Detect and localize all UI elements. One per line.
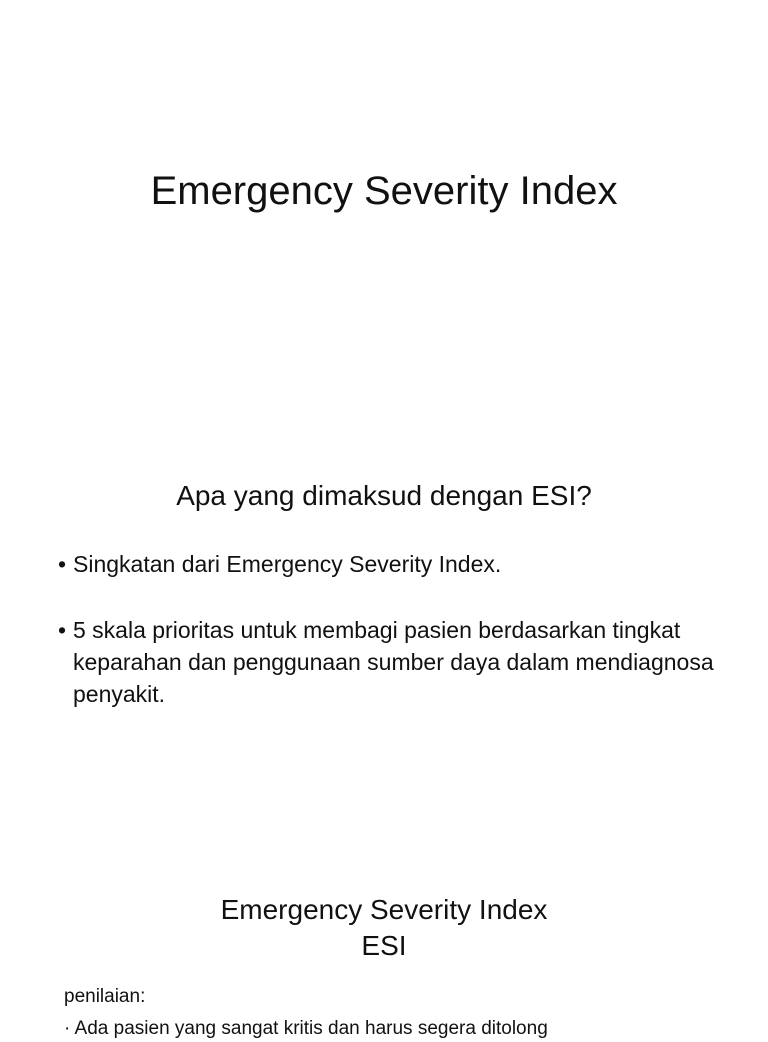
slide-2 [0, 430, 768, 810]
slide-3 [0, 850, 768, 1039]
slide-3-title-line-1: Emergency Severity Index [220, 894, 548, 925]
list-item [58, 548, 718, 580]
bullet-text: 5 skala prioritas untuk membagi pasien berdasarkan tingkat keparahan dan penggunaan sumber daya dalam mendiagnosa penyakit. [73, 617, 714, 707]
slide-3-cut-text: · Ada pasien yang sangat kritis dan harus segera ditolong [64, 1018, 548, 1039]
bullet-list [58, 548, 718, 744]
list-item [58, 614, 718, 710]
bullet-text: Singkatan dari Emergency Severity Index. [73, 551, 502, 577]
bullet-icon: • [58, 617, 67, 643]
slide-3-text: penilaian: [64, 986, 146, 1007]
slide-3-title [0, 892, 768, 964]
slide-2-title: Apa yang dimaksud dengan ESI? [176, 480, 592, 511]
slide-3-title-line-2: ESI [361, 930, 407, 961]
slide-1-title: Emergency Severity Index [150, 169, 618, 213]
slide-1 [0, 0, 768, 420]
bullet-icon: • [58, 551, 67, 577]
